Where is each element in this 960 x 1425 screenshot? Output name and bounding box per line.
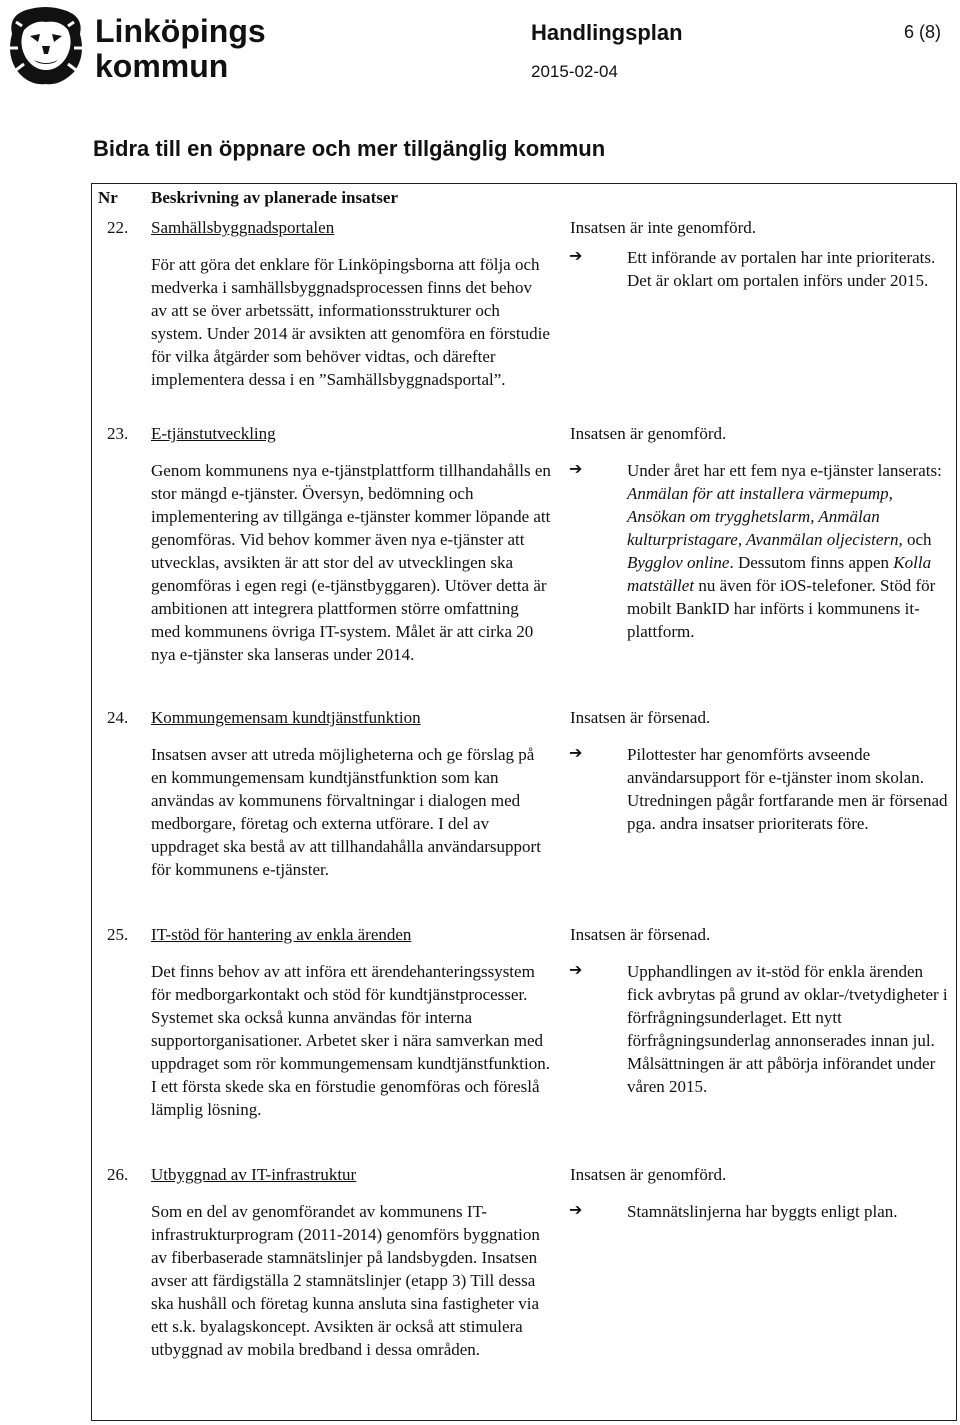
row-description: Insatsen avser att utreda möjligheterna och ge förslag på en kommungemensam kundtjänstfunktion som kan användas av kommunens förvaltningar i dialogen med medborgare, företag och externa utförare. I del av uppdraget ska bestå av att tillhandahålla användarsupport för kommunens e-tjänster. (151, 745, 541, 879)
organization-name: Linköpings kommun (95, 13, 266, 84)
row-number: 22. (107, 218, 129, 237)
row-title: Utbyggnad av IT-infrastruktur (151, 1165, 357, 1184)
row-description: Genom kommunens nya e-tjänstplattform tillhandahålls en stor mängd e-tjänster. Översyn, bedömning och implementering av tillgänga e-tjänster kommer löpande att genomföras. Vid behov kommer även nya e-tjänster att utvecklas, avsikten är att stor del av utvecklingen ska genomföras i egen regi (e-tjänstbyggaren). Utöver detta är ambitionen att integrera plattformen större omfattning med kommunens övriga IT-system. Målet är att cirka 20 nya e-tjänster ska lanseras under 2014. (151, 461, 551, 664)
row-number: 23. (107, 424, 129, 443)
section-title: Bidra till en öppnare och mer tillgänglig kommun (93, 136, 606, 161)
row-number: 24. (107, 708, 129, 727)
row-title: Samhällsbyggnadsportalen (151, 218, 335, 237)
document-type: Handlingsplan (531, 20, 683, 45)
row-status: Insatsen är försenad. (570, 708, 711, 727)
row-number: 26. (107, 1165, 129, 1184)
row-status: Insatsen är inte genomförd. (570, 218, 756, 237)
document-date: 2015-02-04 (531, 62, 618, 81)
arrow-right-icon: ➔ (569, 248, 583, 265)
arrow-right-icon: ➔ (569, 461, 583, 478)
row-comment: Pilottester har genomförts avseende användarsupport för e-tjänster inom skolan. Utredningen pågår fortfarande men är försenad pga. andra insatser prioriterats före. (627, 745, 948, 833)
row-title: IT-stöd för hantering av enkla ärenden (151, 925, 412, 944)
arrow-right-icon: ➔ (569, 1202, 583, 1219)
arrow-right-icon: ➔ (569, 962, 583, 979)
row-comment: Under året har ett fem nya e-tjänster lanserats: Anmälan för att installera värmepump, Ansökan om trygghetslarm, Anmälan kulturpristagare, Avanmälan oljecistern, och Bygglov online. Dessutom finns appen Kolla matstället nu även för iOS-telefoner. Stöd för mobilt BankID har införts i kommunens it-plattform. (627, 461, 942, 641)
row-comment: Upphandlingen av it-stöd för enkla ärenden fick avbrytas på grund av oklar-/tvetydigheter i förfrågningsunderlaget. Ett nytt förfrågningsunderlag annonserades innan jul. Målsättningen är att påbörja införandet under våren 2015. (627, 962, 948, 1096)
row-number: 25. (107, 925, 129, 944)
row-status: Insatsen är försenad. (570, 925, 711, 944)
row-status: Insatsen är genomförd. (570, 424, 727, 443)
row-description: Som en del av genomförandet av kommunens IT-infrastrukturprogram (2011-2014) genomförs byggnation av fiberbaserade stamnätslinjer på landsbygden. Insatsen avser att färdigställa 2 stamnätslinjer (etapp 3) Till dessa ska hushåll och företag kunna ansluta sina fastigheter via ett s.k. byalagskoncept. Avsikten är också att stimulera utbyggnad av mobila bredband i dessa områden. (151, 1202, 540, 1359)
row-status: Insatsen är genomförd. (570, 1165, 727, 1184)
column-header-description: Beskrivning av planerade insatser (151, 188, 398, 207)
row-description: Det finns behov av att införa ett ärendehanteringssystem för medborgarkontakt och stöd för kundtjänstprocesser. Systemet ska också kunna användas för interna supportorganisationer. Arbetet sker i nära samverkan med uppdraget som rör kommungemensam kundtjänstfunktion. I ett första skede ska en förstudie genomföras och föreslå lämplig lösning. (151, 962, 550, 1119)
arrow-right-icon: ➔ (569, 745, 583, 762)
page-number: 6 (8) (904, 22, 942, 42)
row-title: E-tjänstutveckling (151, 424, 276, 443)
row-comment: Stamnätslinjerna har byggts enligt plan. (627, 1202, 898, 1221)
column-header-nr: Nr (98, 188, 118, 207)
row-title: Kommungemensam kundtjänstfunktion (151, 708, 421, 727)
row-comment: Ett införande av portalen har inte prioriterats. Det är oklart om portalen införs under 2015. (627, 248, 936, 290)
row-description: För att göra det enklare för Linköpingsborna att följa och medverka i samhällsbyggnadsprocessen finns det behov av att se över arbetssätt, informationsstrukturer och system. Under 2014 är avsikten att genomföra en förstudie för vilka åtgärder som behöver vidtas, och därefter implementera dessa i en ”Samhällsbyggnadsportal”. (151, 255, 550, 389)
lion-crest-icon (4, 4, 88, 88)
